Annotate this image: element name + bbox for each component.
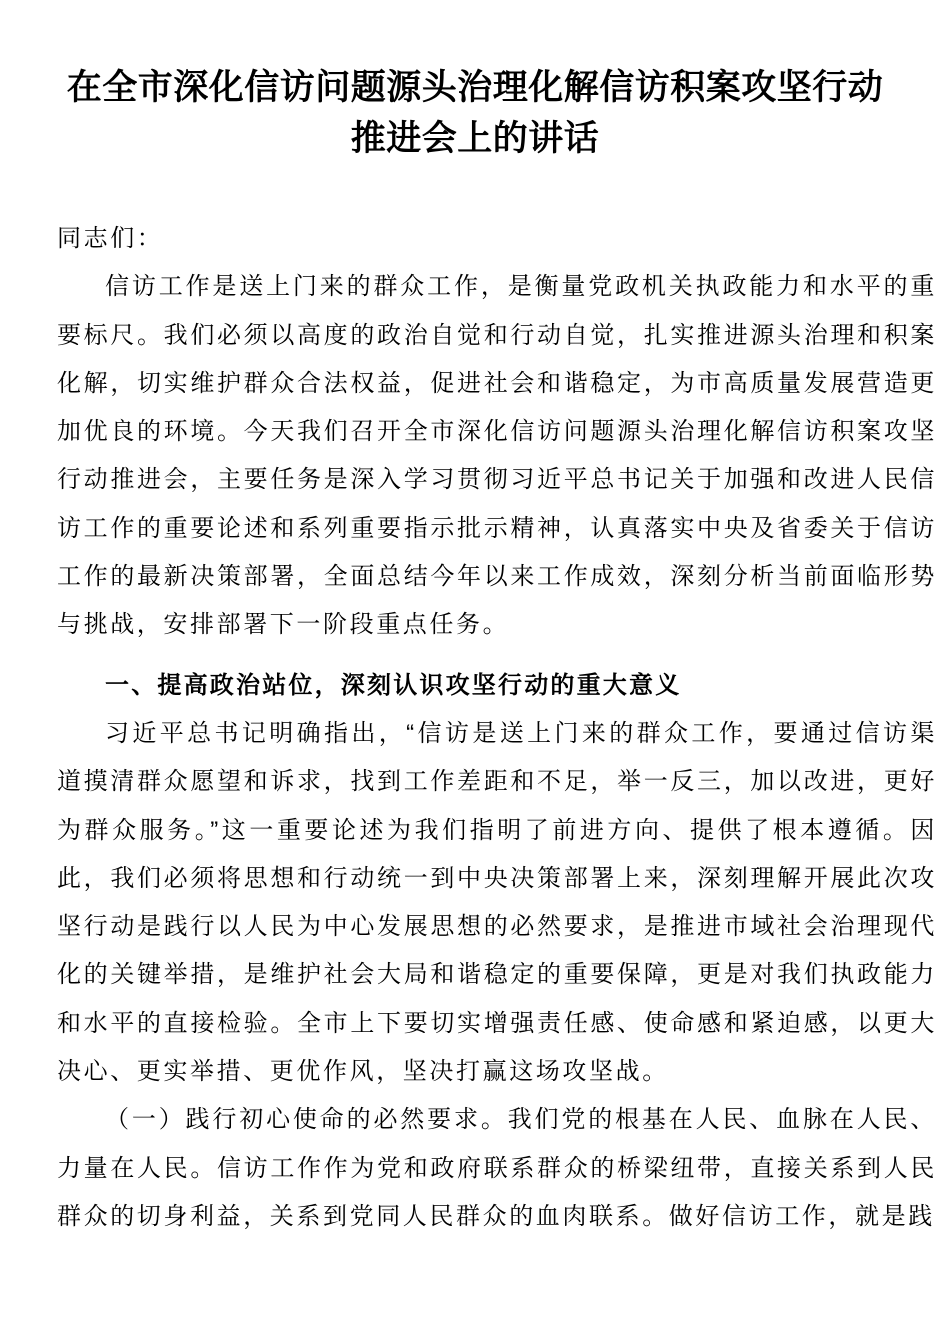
paragraph-subsection-1-truncated: （一）践行初心使命的必然要求。我们党的根基在人民、血脉在人民、力量在人民。信访工作作为党和政府联系群众的桥梁纽带，直接关系到人民群众的切身利益，关系到党同人民群众的血肉联系。做好信访工作，就是践 <box>57 1106 937 1230</box>
document-body <box>57 215 937 1241</box>
section-heading-1: 一、提高政治站位，深刻认识攻坚行动的重大意义 <box>105 671 682 699</box>
document-title-line-1: 在全市深化信访问题源头治理化解信访积案攻坚行动 <box>66 68 884 107</box>
document-title-line-2: 推进会上的讲话 <box>350 119 600 158</box>
paragraph-section-1-intro: 习近平总书记明确指出，“信访是送上门来的群众工作，要通过信访渠道摸清群众愿望和诉求，找到工作差距和不足，举一反三，加以改进，更好为群众服务。”这一重要论述为我们指明了前进方向、提供了根本遵循。因此，我们必须将思想和行动统一到中央决策部署上来，深刻理解开展此次攻坚行动是践行以人民为中心发展思想的必然要求，是推进市域社会治理现代化的关键举措，是维护社会大局和谐稳定的重要保障，更是对我们执政能力和水平的直接检验。全市上下要切实增强责任感、使命感和紧迫感，以更大决心、更实举措、更优作风，坚决打赢这场攻坚战。 <box>57 719 937 1086</box>
document-title <box>0 0 950 164</box>
salutation: 同志们： <box>57 225 164 252</box>
paragraph-opening: 信访工作是送上门来的群众工作，是衡量党政机关执政能力和水平的重要标尺。我们必须以高度的政治自觉和行动自觉，扎实推进源头治理和积案化解，切实维护群众合法权益，促进社会和谐稳定，为市高质量发展营造更加优良的环境。今天我们召开全市深化信访问题源头治理化解信访积案攻坚行动推进会，主要任务是深入学习贯彻习近平总书记关于加强和改进人民信访工作的重要论述和系列重要指示批示精神，认真落实中央及省委关于信访工作的最新决策部署，全面总结今年以来工作成效，深刻分析当前面临形势与挑战，安排部署下一阶段重点任务。 <box>57 273 937 639</box>
